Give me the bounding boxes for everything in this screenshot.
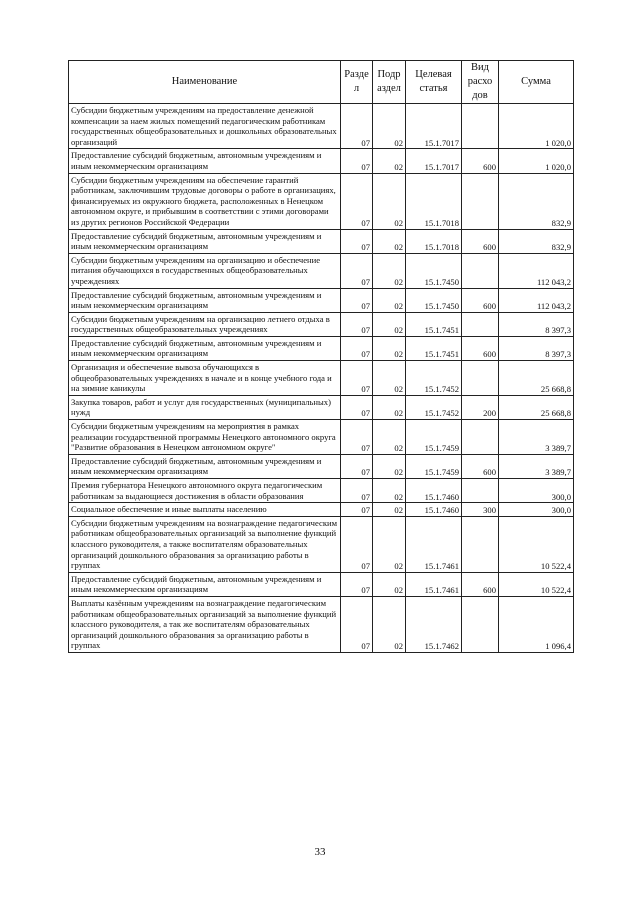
row-vid: 600 xyxy=(462,288,499,312)
header-podrazdel: Подр аздел xyxy=(373,61,406,104)
row-vid: 600 xyxy=(462,572,499,596)
row-podrazdel: 02 xyxy=(373,149,406,173)
row-podrazdel: 02 xyxy=(373,288,406,312)
row-article: 15.1.7452 xyxy=(406,395,462,419)
row-podrazdel: 02 xyxy=(373,361,406,396)
row-article: 15.1.7017 xyxy=(406,149,462,173)
header-article: Целевая статья xyxy=(406,61,462,104)
row-podrazdel: 02 xyxy=(373,253,406,288)
row-podrazdel: 02 xyxy=(373,420,406,455)
row-name: Предоставление субсидий бюджетным, автономным учреждениям и иным некоммерческим организациям xyxy=(69,229,341,253)
row-vid xyxy=(462,596,499,652)
row-name: Социальное обеспечение и иные выплаты населению xyxy=(69,503,341,517)
table-row xyxy=(69,229,574,253)
row-vid xyxy=(462,516,499,572)
row-razdel: 07 xyxy=(341,312,373,336)
row-sum: 112 043,2 xyxy=(499,253,574,288)
row-sum: 8 397,3 xyxy=(499,312,574,336)
table-row xyxy=(69,288,574,312)
row-vid xyxy=(462,104,499,149)
row-article: 15.1.7450 xyxy=(406,253,462,288)
row-podrazdel: 02 xyxy=(373,173,406,229)
row-name: Предоставление субсидий бюджетным, автономным учреждениям и иным некоммерческим организациям xyxy=(69,336,341,360)
row-vid xyxy=(462,361,499,396)
row-article: 15.1.7459 xyxy=(406,454,462,478)
row-sum: 112 043,2 xyxy=(499,288,574,312)
row-sum: 25 668,8 xyxy=(499,395,574,419)
row-vid xyxy=(462,479,499,503)
row-razdel: 07 xyxy=(341,479,373,503)
row-podrazdel: 02 xyxy=(373,479,406,503)
row-razdel: 07 xyxy=(341,149,373,173)
row-podrazdel: 02 xyxy=(373,516,406,572)
table-row xyxy=(69,149,574,173)
row-podrazdel: 02 xyxy=(373,229,406,253)
row-razdel: 07 xyxy=(341,454,373,478)
row-article: 15.1.7451 xyxy=(406,312,462,336)
header-vid: Вид расхо дов xyxy=(462,61,499,104)
row-sum: 1 096,4 xyxy=(499,596,574,652)
row-sum: 832,9 xyxy=(499,173,574,229)
row-razdel: 07 xyxy=(341,229,373,253)
row-vid xyxy=(462,312,499,336)
row-article: 15.1.7452 xyxy=(406,361,462,396)
row-name: Предоставление субсидий бюджетным, автономным учреждениям и иным некоммерческим организациям xyxy=(69,149,341,173)
row-razdel: 07 xyxy=(341,288,373,312)
table-row xyxy=(69,420,574,455)
row-article: 15.1.7460 xyxy=(406,503,462,517)
row-name: Предоставление субсидий бюджетным, автономным учреждениям и иным некоммерческим организациям xyxy=(69,572,341,596)
row-name: Субсидии бюджетным учреждениям на предоставление денежной компенсации за наем жилых помещений педагогическим работникам государственных общеобразовательных и дошкольных образовательных организаций xyxy=(69,104,341,149)
row-name: Закупка товаров, работ и услуг для государственных (муниципальных) нужд xyxy=(69,395,341,419)
row-name: Субсидии бюджетным учреждениям на обеспечение гарантий работникам, заключившим трудовые договоры о работе в организациях, финансируемых из окружного бюджета, расположенных в Ненецком автономном округе, и прибывшим в соответствии с этими договорами из других регионов Российской Федерации xyxy=(69,173,341,229)
header-sum: Сумма xyxy=(499,61,574,104)
budget-table xyxy=(68,60,574,653)
table-row xyxy=(69,516,574,572)
row-vid: 200 xyxy=(462,395,499,419)
row-vid xyxy=(462,173,499,229)
row-article: 15.1.7451 xyxy=(406,336,462,360)
table-row xyxy=(69,361,574,396)
row-vid: 600 xyxy=(462,229,499,253)
table-row xyxy=(69,336,574,360)
table-row xyxy=(69,395,574,419)
row-sum: 25 668,8 xyxy=(499,361,574,396)
row-sum: 300,0 xyxy=(499,479,574,503)
row-article: 15.1.7460 xyxy=(406,479,462,503)
row-podrazdel: 02 xyxy=(373,395,406,419)
row-name: Субсидии бюджетным учреждениям на мероприятия в рамках реализации государственной программы Ненецкого автономного округа "Развитие образования в Ненецком автономном округе" xyxy=(69,420,341,455)
row-razdel: 07 xyxy=(341,173,373,229)
row-article: 15.1.7461 xyxy=(406,572,462,596)
row-podrazdel: 02 xyxy=(373,503,406,517)
header-razdel: Разде л xyxy=(341,61,373,104)
row-name: Предоставление субсидий бюджетным, автономным учреждениям и иным некоммерческим организациям xyxy=(69,288,341,312)
row-razdel: 07 xyxy=(341,104,373,149)
row-razdel: 07 xyxy=(341,516,373,572)
row-razdel: 07 xyxy=(341,596,373,652)
row-vid xyxy=(462,253,499,288)
row-vid: 600 xyxy=(462,336,499,360)
table-row xyxy=(69,479,574,503)
header-row xyxy=(69,61,574,104)
row-name: Выплаты казённым учреждениям на вознаграждение педагогическим работникам общеобразовательных организаций за выполнение функций классного руководителя, а так же воспитателям образовательных организаций дошкольного образования за организацию работы в группах xyxy=(69,596,341,652)
row-podrazdel: 02 xyxy=(373,596,406,652)
table-row xyxy=(69,572,574,596)
row-razdel: 07 xyxy=(341,395,373,419)
row-name: Предоставление субсидий бюджетным, автономным учреждениям и иным некоммерческим организациям xyxy=(69,454,341,478)
row-razdel: 07 xyxy=(341,361,373,396)
row-article: 15.1.7459 xyxy=(406,420,462,455)
row-vid: 600 xyxy=(462,149,499,173)
row-name: Организация и обеспечение вывоза обучающихся в общеобразовательных учреждениях в начале и в конце учебного года и на зимние каникулы xyxy=(69,361,341,396)
row-sum: 8 397,3 xyxy=(499,336,574,360)
row-vid: 300 xyxy=(462,503,499,517)
row-article: 15.1.7462 xyxy=(406,596,462,652)
row-article: 15.1.7450 xyxy=(406,288,462,312)
table-row xyxy=(69,104,574,149)
table-row xyxy=(69,503,574,517)
row-sum: 1 020,0 xyxy=(499,104,574,149)
row-podrazdel: 02 xyxy=(373,104,406,149)
row-razdel: 07 xyxy=(341,420,373,455)
row-name: Субсидии бюджетным учреждениям на организацию и обеспечение питания обучающихся в государственных общеобразовательных учреждениях xyxy=(69,253,341,288)
row-sum: 10 522,4 xyxy=(499,516,574,572)
row-article: 15.1.7461 xyxy=(406,516,462,572)
row-podrazdel: 02 xyxy=(373,454,406,478)
table-row xyxy=(69,454,574,478)
row-sum: 10 522,4 xyxy=(499,572,574,596)
header-name: Наименование xyxy=(69,61,341,104)
row-razdel: 07 xyxy=(341,572,373,596)
row-razdel: 07 xyxy=(341,503,373,517)
row-sum: 832,9 xyxy=(499,229,574,253)
row-name: Премия губернатора Ненецкого автономного округа педагогическим работникам за выдающиеся достижения в области образования xyxy=(69,479,341,503)
row-sum: 3 389,7 xyxy=(499,420,574,455)
row-article: 15.1.7018 xyxy=(406,229,462,253)
row-vid: 600 xyxy=(462,454,499,478)
row-article: 15.1.7018 xyxy=(406,173,462,229)
row-vid xyxy=(462,420,499,455)
row-podrazdel: 02 xyxy=(373,572,406,596)
row-podrazdel: 02 xyxy=(373,312,406,336)
row-sum: 300,0 xyxy=(499,503,574,517)
row-name: Субсидии бюджетным учреждениям на организацию летнего отдыха в государственных общеобразовательных учреждениях xyxy=(69,312,341,336)
row-article: 15.1.7017 xyxy=(406,104,462,149)
row-sum: 1 020,0 xyxy=(499,149,574,173)
table-row xyxy=(69,253,574,288)
row-name: Субсидии бюджетным учреждениям на вознаграждение педагогическим работникам общеобразовательных организаций за выполнение функций классного руководителя, а также воспитателям образовательных организаций дошкольного образования за организацию работы в группах xyxy=(69,516,341,572)
page-number: 33 xyxy=(314,846,326,858)
row-razdel: 07 xyxy=(341,253,373,288)
table-row xyxy=(69,312,574,336)
row-razdel: 07 xyxy=(341,336,373,360)
table-row xyxy=(69,173,574,229)
table-row xyxy=(69,596,574,652)
row-podrazdel: 02 xyxy=(373,336,406,360)
row-sum: 3 389,7 xyxy=(499,454,574,478)
